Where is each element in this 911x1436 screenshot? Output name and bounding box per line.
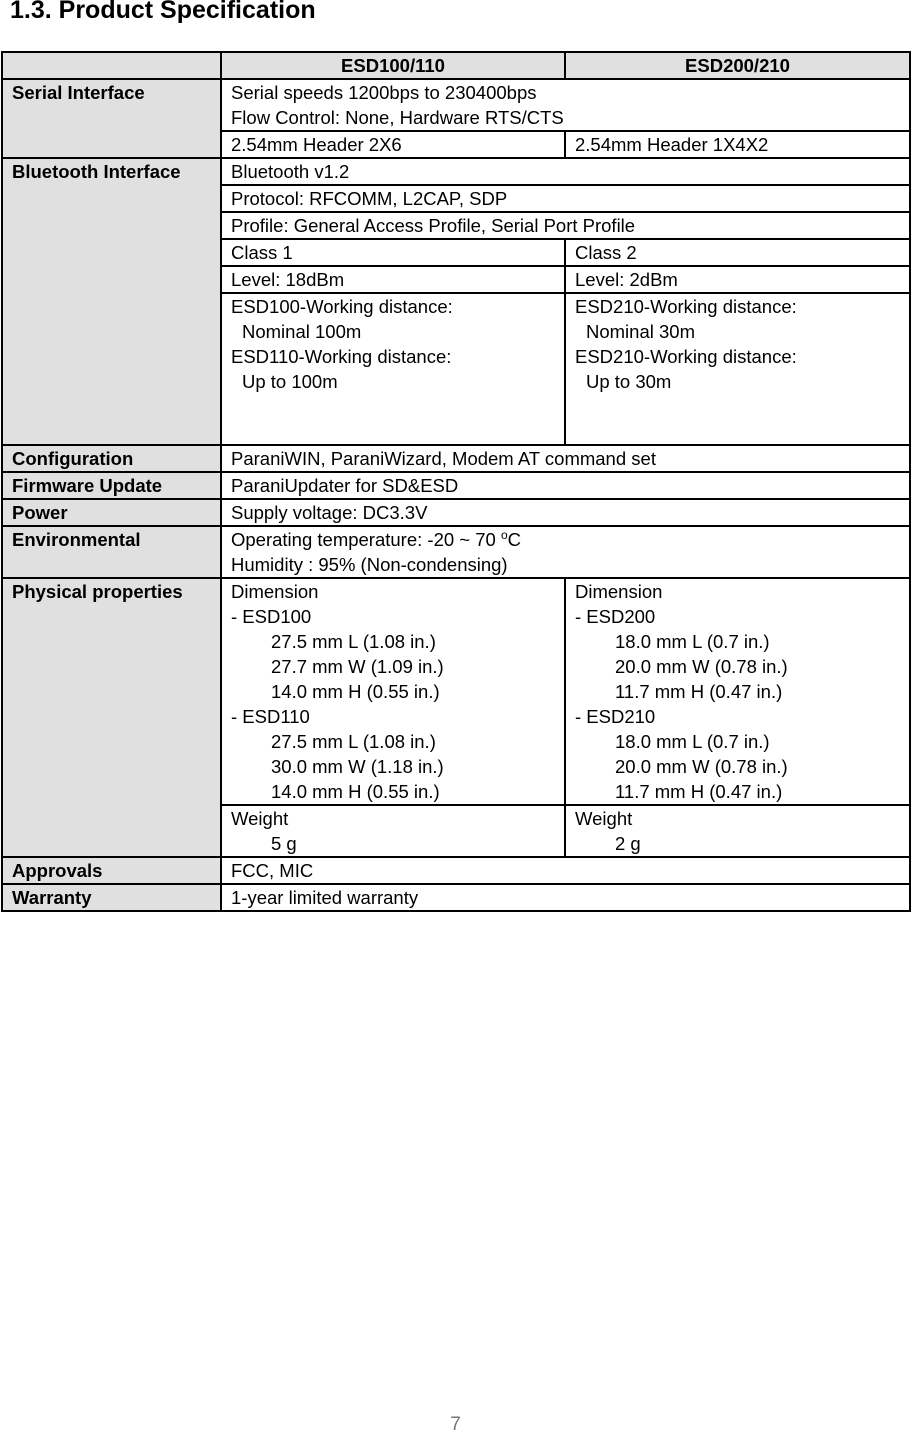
power-value: Supply voltage: DC3.3V — [221, 499, 910, 526]
row-label-configuration: Configuration — [2, 445, 221, 472]
dim-value: 11.7 mm H (0.47 in.) — [615, 781, 783, 802]
dim-value: 27.7 mm W (1.09 in.) — [271, 656, 444, 677]
header-esd200: ESD200/210 — [565, 52, 910, 79]
serial-flow: Flow Control: None, Hardware RTS/CTS — [231, 107, 564, 128]
table-row — [2, 158, 910, 185]
bt-distance-b-line: Up to 30m — [586, 371, 672, 392]
row-label-physical: Physical properties — [2, 578, 221, 857]
bt-distance-a-line: ESD110-Working distance: — [231, 346, 452, 367]
dim-value: 20.0 mm W (0.78 in.) — [615, 756, 788, 777]
env-humidity: Humidity : 95% (Non-condensing) — [231, 554, 508, 575]
bt-distance-a-line: Nominal 100m — [242, 321, 362, 342]
serial-header-b: 2.54mm Header 1X4X2 — [565, 131, 910, 158]
physical-weight-b — [565, 805, 910, 857]
dim-value: 27.5 mm L (1.08 in.) — [271, 631, 436, 652]
row-label-approvals: Approvals — [2, 857, 221, 884]
bt-protocol: Protocol: RFCOMM, L2CAP, SDP — [221, 185, 910, 212]
warranty-value: 1-year limited warranty — [221, 884, 910, 911]
table-row — [2, 499, 910, 526]
row-label-warranty: Warranty — [2, 884, 221, 911]
table-row — [2, 884, 910, 911]
bt-level-a: Level: 18dBm — [221, 266, 565, 293]
dim-value: 30.0 mm W (1.18 in.) — [271, 756, 444, 777]
dim-model: - ESD210 — [575, 706, 656, 727]
bt-distance-a-line: ESD100-Working distance: — [231, 296, 453, 317]
dim-model: - ESD100 — [231, 606, 312, 627]
bt-distance-b-line: ESD210-Working distance: — [575, 296, 797, 317]
row-label-power: Power — [2, 499, 221, 526]
dim-model: - ESD110 — [231, 706, 310, 727]
bt-level-b: Level: 2dBm — [565, 266, 910, 293]
firmware-value: ParaniUpdater for SD&ESD — [221, 472, 910, 499]
approvals-value: FCC, MIC — [221, 857, 910, 884]
row-label-firmware: Firmware Update — [2, 472, 221, 499]
bt-version: Bluetooth v1.2 — [221, 158, 910, 185]
header-empty — [2, 52, 221, 79]
configuration-value: ParaniWIN, ParaniWizard, Modem AT command set — [221, 445, 910, 472]
table-row — [2, 472, 910, 499]
header-esd100: ESD100/110 — [221, 52, 565, 79]
dim-model: - ESD200 — [575, 606, 656, 627]
table-header-row — [2, 52, 910, 79]
degree-sup: o — [500, 527, 508, 542]
table-row — [2, 578, 910, 805]
physical-dim-b — [565, 578, 910, 805]
page-heading: 1.3. Product Specification — [10, 0, 316, 24]
dim-title: Dimension — [575, 581, 663, 602]
bt-distance-b-line: ESD210-Working distance: — [575, 346, 797, 367]
serial-header-a: 2.54mm Header 2X6 — [221, 131, 565, 158]
environmental-value — [221, 526, 910, 578]
env-temperature — [231, 527, 900, 552]
page-number: 7 — [450, 1414, 461, 1435]
dim-value: 14.0 mm H (0.55 in.) — [271, 781, 440, 802]
serial-speeds: Serial speeds 1200bps to 230400bps — [231, 82, 537, 103]
bt-distance-b-line: Nominal 30m — [586, 321, 695, 342]
bt-class-a: Class 1 — [221, 239, 565, 266]
bt-distance-b — [565, 293, 910, 445]
dim-title: Dimension — [231, 581, 319, 602]
row-label-serial: Serial Interface — [2, 79, 221, 158]
table-row — [2, 445, 910, 472]
bt-distance-a — [221, 293, 565, 445]
dim-value: 14.0 mm H (0.55 in.) — [271, 681, 440, 702]
physical-weight-a — [221, 805, 565, 857]
env-temp-text: Operating temperature: -20 ~ 70 — [231, 529, 501, 550]
weight-title: Weight — [231, 808, 289, 829]
weight-value: 5 g — [271, 833, 297, 854]
weight-value: 2 g — [615, 833, 641, 854]
row-label-environmental: Environmental — [2, 526, 221, 578]
env-temp-unit: C — [507, 529, 522, 550]
row-label-bluetooth: Bluetooth Interface — [2, 158, 221, 445]
bt-distance-a-line: Up to 100m — [242, 371, 338, 392]
bt-class-b: Class 2 — [565, 239, 910, 266]
bt-profile: Profile: General Access Profile, Serial Port Profile — [221, 212, 910, 239]
serial-speeds-cell — [221, 79, 910, 131]
dim-value: 20.0 mm W (0.78 in.) — [615, 656, 788, 677]
dim-value: 18.0 mm L (0.7 in.) — [615, 731, 770, 752]
weight-title: Weight — [575, 808, 633, 829]
physical-dim-a — [221, 578, 565, 805]
table-row — [2, 857, 910, 884]
dim-value: 18.0 mm L (0.7 in.) — [615, 631, 770, 652]
spec-table — [1, 51, 911, 912]
dim-value: 27.5 mm L (1.08 in.) — [271, 731, 436, 752]
table-row — [2, 526, 910, 578]
dim-value: 11.7 mm H (0.47 in.) — [615, 681, 783, 702]
table-row — [2, 79, 910, 131]
